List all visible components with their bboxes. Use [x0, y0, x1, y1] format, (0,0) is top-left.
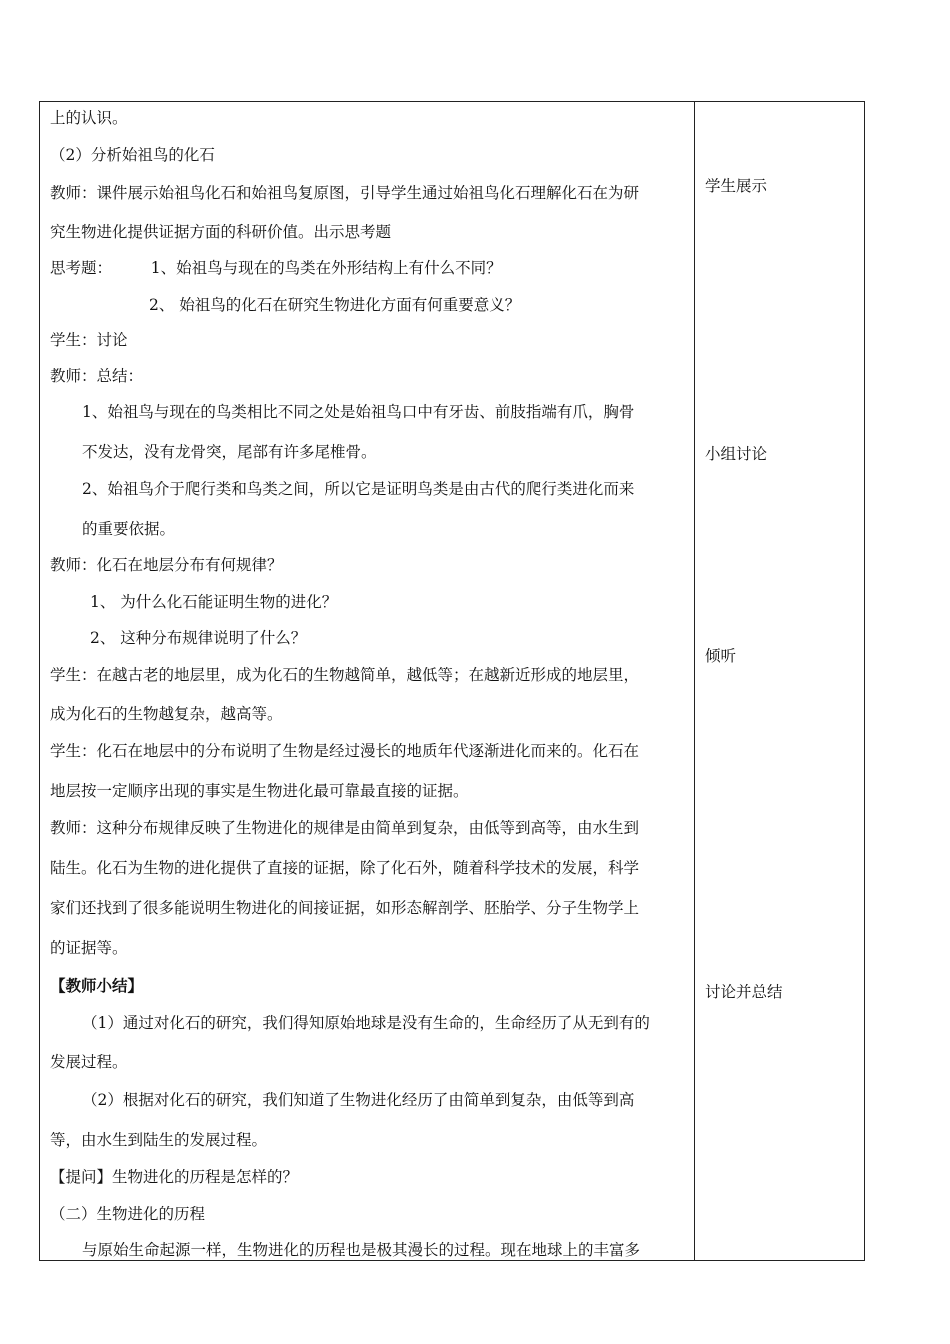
question-line: 2、 这种分布规律说明了什么？: [90, 629, 307, 647]
text-line: 等，由水生到陆生的发展过程。: [50, 1131, 268, 1149]
side-note: 讨论并总结: [705, 983, 783, 1001]
text-line: 的证据等。: [50, 939, 128, 957]
column-divider: [694, 101, 695, 1261]
question-heading: 【提问】生物进化的历程是怎样的？: [50, 1168, 299, 1186]
text-line: 教师：总结：: [50, 367, 144, 385]
text-line: 不发达，没有龙骨突，尾部有许多尾椎骨。: [82, 443, 377, 461]
side-note: 学生展示: [705, 177, 768, 195]
text-line: （1）通过对化石的研究，我们得知原始地球是没有生命的，生命经历了从无到有的: [82, 1014, 650, 1032]
text-line: 上的认识。: [50, 109, 128, 127]
text-line: 学生：在越古老的地层里，成为化石的生物越简单，越低等；在越新近形成的地层里，: [50, 666, 640, 684]
text-line: 与原始生命起源一样，生物进化的历程也是极其漫长的过程。现在地球上的丰富多: [82, 1241, 641, 1259]
question-line: 思考题： 1、始祖鸟与现在的鸟类在外形结构上有什么不同？: [50, 259, 502, 277]
text-line: 家们还找到了很多能说明生物进化的间接证据，如形态解剖学、胚胎学、分子生物学上: [50, 899, 640, 917]
text-line: 1、始祖鸟与现在的鸟类相比不同之处是始祖鸟口中有牙齿、前肢指端有爪，胸骨: [82, 403, 635, 421]
section-heading: （2）分析始祖鸟的化石: [50, 146, 215, 164]
text-line: 地层按一定顺序出现的事实是生物进化最可靠最直接的证据。: [50, 782, 469, 800]
text-line: 的重要依据。: [82, 520, 176, 538]
summary-heading: 【教师小结】: [50, 976, 144, 995]
text-line: 学生：化石在地层中的分布说明了生物是经过漫长的地质年代逐渐进化而来的。化石在: [50, 742, 640, 760]
text-line: （2）根据对化石的研究，我们知道了生物进化经历了由简单到复杂，由低等到高: [82, 1091, 635, 1109]
question-line: 1、 为什么化石能证明生物的进化？: [90, 593, 338, 611]
text-line: 教师：课件展示始祖鸟化石和始祖鸟复原图，引导学生通过始祖鸟化石理解化石在为研: [50, 184, 640, 202]
text-line: 学生：讨论: [50, 331, 128, 349]
text-line: 发展过程。: [50, 1053, 128, 1071]
text-line: 教师：化石在地层分布有何规律？: [50, 556, 283, 574]
text-line: 2、始祖鸟介于爬行类和鸟类之间，所以它是证明鸟类是由古代的爬行类进化而来: [82, 480, 635, 498]
side-note: 倾听: [705, 647, 737, 665]
text-line: 成为化石的生物越复杂，越高等。: [50, 705, 283, 723]
text-line: 究生物进化提供证据方面的科研价值。出示思考题: [50, 223, 392, 241]
text-line: 教师：这种分布规律反映了生物进化的规律是由简单到复杂，由低等到高等，由水生到: [50, 819, 640, 837]
section-heading: （二）生物进化的历程: [50, 1205, 206, 1223]
text-line: 陆生。化石为生物的进化提供了直接的证据，除了化石外，随着科学技术的发展，科学: [50, 859, 640, 877]
question-line: 2、 始祖鸟的化石在研究生物进化方面有何重要意义？: [149, 296, 521, 314]
side-note: 小组讨论: [705, 445, 768, 463]
